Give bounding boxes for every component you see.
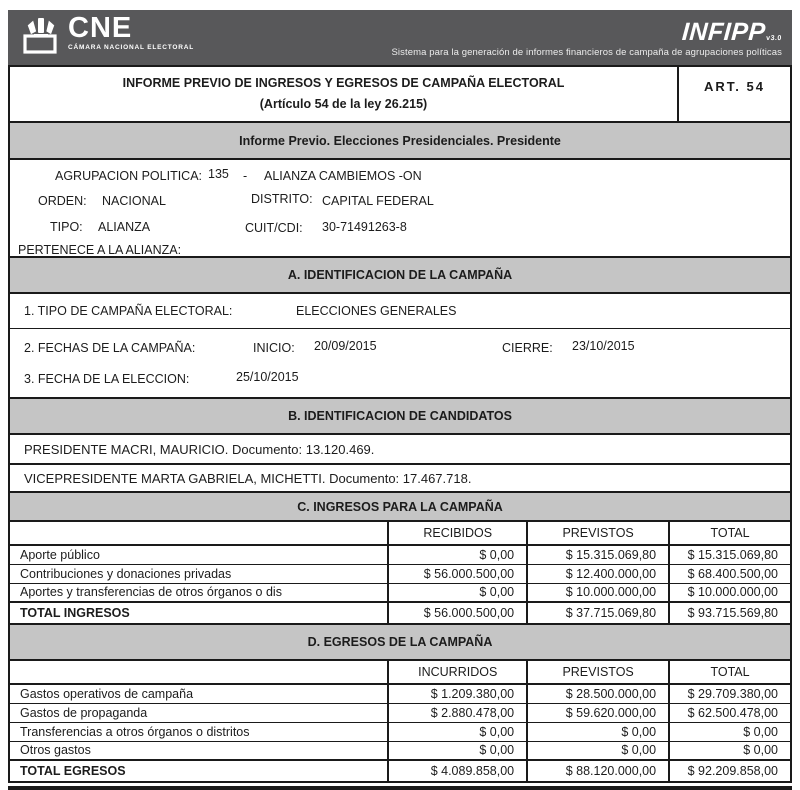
infipp-logo [391, 17, 782, 58]
infipp-version: v3.0 [765, 34, 782, 42]
amount-cell: $ 0,00 [669, 722, 790, 741]
blank-header-cell [10, 661, 388, 684]
total-label: TOTAL INGRESOS [10, 602, 388, 623]
amount-cell: $ 93.715.569,80 [669, 602, 790, 623]
income-table [10, 522, 790, 623]
column-header: TOTAL [669, 522, 790, 545]
header-bar [8, 10, 792, 67]
row-label: Aporte público [10, 545, 388, 564]
amount-cell: $ 37.715.069,80 [527, 602, 669, 623]
column-header: RECIBIDOS [388, 522, 527, 545]
distrito-label: DISTRITO: [251, 192, 313, 206]
table-row [10, 545, 790, 564]
amount-cell: $ 59.620.000,00 [527, 703, 669, 722]
row-label: Aportes y transferencias de otros órganos o dis [10, 583, 388, 602]
column-header: INCURRIDOS [388, 661, 527, 684]
form-title-line2: (Artículo 54 de la ley 26.215) [259, 97, 428, 111]
expense-table-wrap [8, 659, 792, 783]
amount-cell: $ 0,00 [388, 583, 527, 602]
table-row [10, 703, 790, 722]
campaign-type-value: ELECCIONES GENERALES [296, 304, 457, 318]
agrupacion-separator: - [243, 169, 248, 183]
cuit-value: 30-71491263-8 [322, 220, 407, 234]
section-a-heading: A. IDENTIFICACION DE LA CAMPAÑA [8, 256, 792, 294]
president-row: PRESIDENTE MACRI, MAURICIO. Documento: 13.120.469. [24, 441, 375, 457]
table-row [10, 583, 790, 602]
amount-cell: $ 56.000.500,00 [388, 564, 527, 583]
cne-subtitle: CÁMARA NACIONAL ELECTORAL [68, 43, 195, 51]
vicepresident-row: VICEPRESIDENTE MARTA GABRIELA, MICHETTI. Documento: 17.467.718. [10, 463, 790, 491]
end-date-label: CIERRE: [502, 341, 553, 355]
start-date-label: INICIO: [253, 341, 295, 355]
amount-cell: $ 15.315.069,80 [669, 545, 790, 564]
row-label: Contribuciones y donaciones privadas [10, 564, 388, 583]
amount-cell: $ 10.000.000,00 [527, 583, 669, 602]
infipp-wordmark: INFIPP [680, 17, 767, 46]
campaign-dates-row [10, 329, 790, 366]
party-info-block [8, 158, 792, 258]
section-a-body [8, 292, 792, 399]
cuit-label: CUIT/CDI: [245, 221, 303, 235]
page-bottom-edge [8, 786, 792, 790]
section-d-heading: D. EGRESOS DE LA CAMPAÑA [8, 623, 792, 661]
report-subtitle-bar: Informe Previo. Elecciones Presidenciales. Presidente [8, 121, 792, 160]
amount-cell: $ 68.400.500,00 [669, 564, 790, 583]
election-date-label: 3. FECHA DE LA ELECCION: [24, 372, 190, 386]
amount-cell: $ 0,00 [388, 722, 527, 741]
ballot-box-icon [22, 15, 62, 62]
income-table-wrap [8, 520, 792, 625]
column-header: PREVISTOS [527, 661, 669, 684]
cne-acronym: CNE [68, 12, 133, 44]
campaign-dates-label: 2. FECHAS DE LA CAMPAÑA: [24, 341, 196, 355]
start-date-value: 20/09/2015 [314, 339, 377, 353]
form-title [10, 67, 677, 121]
form-title-line1: INFORME PREVIO DE INGRESOS Y EGRESOS DE CAMPAÑA ELECTORAL [122, 75, 565, 90]
amount-cell: $ 0,00 [669, 741, 790, 760]
amount-cell: $ 4.089.858,00 [388, 760, 527, 781]
campaign-type-label: 1. TIPO DE CAMPAÑA ELECTORAL: [24, 304, 233, 318]
amount-cell: $ 88.120.000,00 [527, 760, 669, 781]
table-row [10, 564, 790, 583]
title-block [8, 65, 792, 123]
section-b-body [8, 433, 792, 493]
row-label: Gastos operativos de campaña [10, 684, 388, 703]
total-income-row [10, 602, 790, 623]
agrupacion-code: 135 [208, 167, 229, 181]
amount-cell: $ 2.880.478,00 [388, 703, 527, 722]
expense-table [10, 661, 790, 781]
row-label: Gastos de propaganda [10, 703, 388, 722]
total-expense-row [10, 760, 790, 781]
distrito-value: CAPITAL FEDERAL [322, 194, 434, 208]
election-date-row [10, 366, 790, 397]
amount-cell: $ 12.400.000,00 [527, 564, 669, 583]
table-row [10, 684, 790, 703]
amount-cell: $ 92.209.858,00 [669, 760, 790, 781]
alianza-label: PERTENECE A LA ALIANZA: [18, 243, 182, 257]
election-date-value: 25/10/2015 [236, 370, 299, 384]
amount-cell: $ 0,00 [388, 741, 527, 760]
amount-cell: $ 56.000.500,00 [388, 602, 527, 623]
amount-cell: $ 0,00 [527, 722, 669, 741]
income-header-row [10, 522, 790, 545]
amount-cell: $ 1.209.380,00 [388, 684, 527, 703]
column-header: PREVISTOS [527, 522, 669, 545]
amount-cell: $ 29.709.380,00 [669, 684, 790, 703]
expense-header-row [10, 661, 790, 684]
row-label: Transferencias a otros órganos o distritos [10, 722, 388, 741]
column-header: TOTAL [669, 661, 790, 684]
article-cell: ART. 54 [677, 67, 790, 121]
end-date-value: 23/10/2015 [572, 339, 635, 353]
section-b-heading: B. IDENTIFICACION DE CANDIDATOS [8, 397, 792, 435]
campaign-type-row [10, 294, 790, 329]
amount-cell: $ 28.500.000,00 [527, 684, 669, 703]
amount-cell: $ 15.315.069,80 [527, 545, 669, 564]
amount-cell: $ 0,00 [388, 545, 527, 564]
tipo-label: TIPO: [50, 220, 83, 234]
amount-cell: $ 10.000.000,00 [669, 583, 790, 602]
cne-logo [22, 12, 195, 62]
orden-label: ORDEN: [38, 194, 87, 208]
section-c-heading: C. INGRESOS PARA LA CAMPAÑA [8, 491, 792, 522]
infipp-tagline: Sistema para la generación de informes financieros de campaña de agrupaciones políticas [391, 46, 782, 58]
row-label: Otros gastos [10, 741, 388, 760]
table-row [10, 741, 790, 760]
table-row [10, 722, 790, 741]
infipp-name [680, 17, 783, 46]
orden-value: NACIONAL [102, 194, 166, 208]
tipo-value: ALIANZA [98, 220, 151, 234]
agrupacion-label: AGRUPACION POLITICA: [55, 169, 203, 183]
agrupacion-name: ALIANZA CAMBIEMOS -ON [264, 169, 422, 183]
amount-cell: $ 62.500.478,00 [669, 703, 790, 722]
amount-cell: $ 0,00 [527, 741, 669, 760]
blank-header-cell [10, 522, 388, 545]
total-label: TOTAL EGRESOS [10, 760, 388, 781]
